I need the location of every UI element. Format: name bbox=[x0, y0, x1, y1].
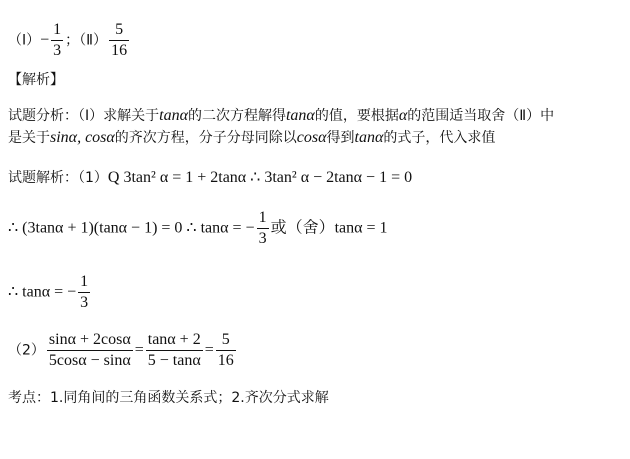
fraction-1-numerator: sinα + 2cosα bbox=[47, 330, 133, 351]
answer-part2-label: （Ⅱ） bbox=[79, 32, 108, 49]
answer-separator: ； bbox=[65, 32, 80, 49]
analysis-heading: 【解析】 bbox=[8, 72, 64, 88]
analysis-text: 的值，要根据 bbox=[314, 108, 399, 124]
analysis-text: 试题分析：（Ⅰ）求解关于 bbox=[8, 108, 160, 124]
solution-line-1 bbox=[8, 168, 412, 188]
fraction-1 bbox=[47, 330, 133, 371]
analysis-text: 的式子，代入求值 bbox=[383, 130, 496, 146]
equals-sign: = bbox=[204, 341, 214, 359]
math-cos: cosα bbox=[296, 129, 327, 146]
analysis-text: 的齐次方程，分子分母同除以 bbox=[114, 130, 297, 146]
answer-part1-fraction bbox=[51, 20, 63, 61]
equation-2-right: 或（舍）tanα = 1 bbox=[270, 219, 388, 237]
equation-3-numerator: 1 bbox=[78, 272, 90, 293]
answer-line bbox=[8, 20, 131, 61]
solution-label: 试题解析：（1） bbox=[8, 170, 108, 186]
fraction-3 bbox=[216, 330, 236, 371]
analysis-line-2 bbox=[8, 128, 495, 148]
analysis-text: 的范围适当取舍（Ⅱ）中 bbox=[407, 108, 555, 124]
answer-part1-numerator: 1 bbox=[51, 20, 63, 41]
answer-part2-fraction bbox=[109, 20, 129, 61]
solution-part2-label: （2） bbox=[8, 342, 45, 359]
equation-2-left: ∴ (3tanα + 1)(tanα − 1) = 0 ∴ tanα = − bbox=[8, 219, 255, 237]
fraction-3-numerator: 5 bbox=[216, 330, 236, 351]
fraction-3-denominator: 16 bbox=[217, 352, 234, 369]
equation-2-denominator: 3 bbox=[258, 230, 267, 247]
equation-1: Q 3tan² α = 1 + 2tanα ∴ 3tan² α − 2tanα − 1 = 0 bbox=[107, 169, 413, 186]
answer-part1-label: （Ⅰ） bbox=[8, 32, 41, 49]
equation-2-numerator: 1 bbox=[257, 208, 269, 229]
fraction-2 bbox=[146, 330, 203, 371]
equation-2-fraction bbox=[257, 208, 269, 249]
answer-part1-sign: − bbox=[40, 31, 50, 49]
solution-line-3 bbox=[8, 272, 92, 313]
answer-part2-numerator: 5 bbox=[109, 20, 129, 41]
fraction-2-denominator: 5 − tanα bbox=[147, 352, 201, 369]
solution-line-2 bbox=[8, 208, 388, 249]
fraction-2-numerator: tanα + 2 bbox=[146, 330, 203, 351]
answer-part1-denominator: 3 bbox=[53, 42, 62, 59]
equation-3-left: ∴ tanα = − bbox=[8, 283, 77, 301]
equation-3-denominator: 3 bbox=[80, 294, 89, 311]
solution-line-4 bbox=[8, 330, 238, 371]
equation-3-fraction bbox=[78, 272, 90, 313]
math-tan: tanα bbox=[354, 129, 384, 146]
footer-notes: 考点：1.同角间的三角函数关系式；2.齐次分式求解 bbox=[8, 390, 329, 406]
analysis-text: 得到 bbox=[326, 130, 355, 146]
analysis-line-1 bbox=[8, 106, 554, 126]
math-tan: tanα bbox=[159, 107, 188, 124]
math-sincos: sinα, cosα bbox=[50, 129, 115, 146]
math-tan: tanα bbox=[285, 107, 315, 124]
analysis-text: 是关于 bbox=[8, 130, 50, 146]
fraction-1-denominator: 5cosα − sinα bbox=[48, 352, 131, 369]
analysis-text: 的二次方程解得 bbox=[187, 108, 286, 124]
math-alpha: α bbox=[398, 107, 408, 124]
answer-part2-denominator: 16 bbox=[111, 42, 128, 59]
equals-sign: = bbox=[134, 341, 144, 359]
